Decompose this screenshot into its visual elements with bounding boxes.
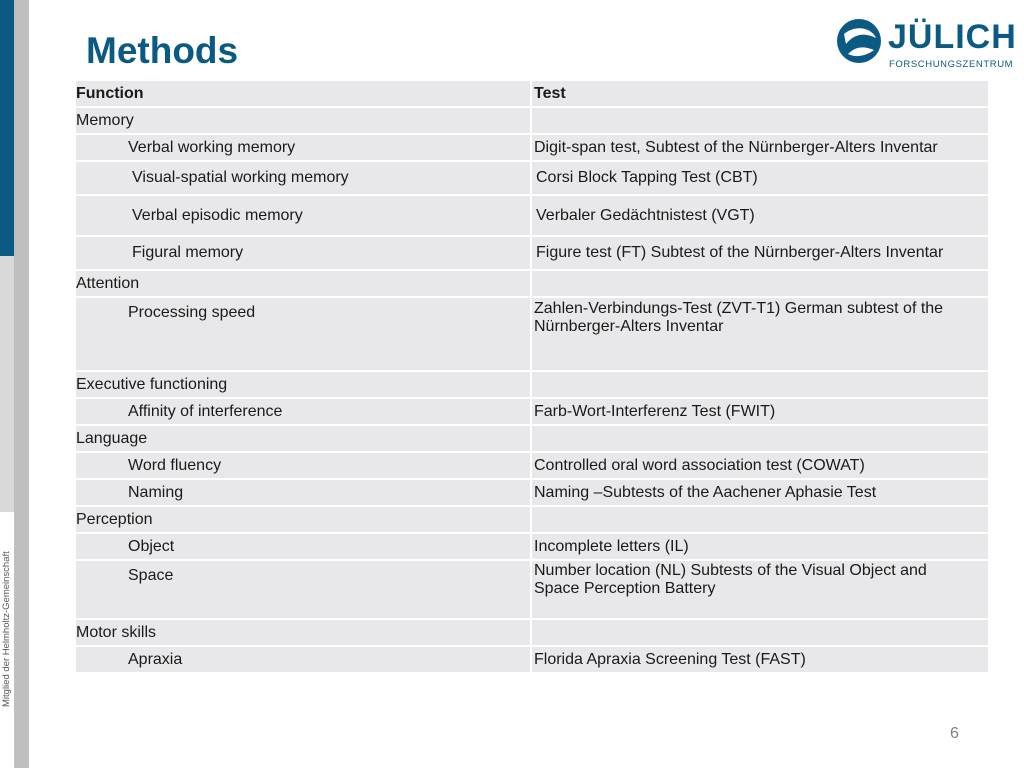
page-number: 6 [950, 725, 959, 742]
logo-subtitle: FORSCHUNGSZENTRUM [889, 59, 1014, 70]
function-cell: Verbal episodic memory [132, 206, 303, 224]
function-cell: Space [128, 567, 174, 584]
table-row [76, 561, 988, 618]
test-cell-line: Nürnberger-Alters Inventar [534, 318, 724, 335]
table-row [76, 507, 988, 532]
logo-mark-icon [834, 16, 884, 66]
table-row [76, 453, 988, 478]
table-row [76, 426, 988, 451]
test-cell: Controlled oral word association test (COWAT) [532, 453, 988, 478]
table-row [76, 271, 988, 296]
test-cell: Naming –Subtests of the Aachener Aphasie Test [532, 480, 988, 505]
test-cell: Corsi Block Tapping Test (CBT) [532, 162, 988, 194]
membership-text: Mitglied der Helmholtz-Gemeinschaft [1, 551, 12, 707]
table-row [76, 298, 988, 370]
category-memory: Memory [76, 108, 532, 133]
logo-name: JÜLICH [888, 18, 1017, 56]
function-cell: Affinity of interference [128, 402, 283, 420]
test-cell: Farb-Wort-Interferenz Test (FWIT) [532, 399, 988, 424]
function-cell: Object [128, 537, 175, 555]
table-row [76, 196, 988, 235]
table-row [76, 647, 988, 672]
table-row [76, 372, 988, 397]
test-cell-line: Number location (NL) Subtests of the Visual Object and [534, 562, 927, 579]
column-header-function: Function [76, 81, 532, 106]
methods-table [76, 79, 988, 674]
function-cell: Apraxia [128, 650, 183, 668]
category-motor: Motor skills [76, 620, 532, 645]
function-cell: Visual-spatial working memory [132, 169, 349, 186]
sidebar-light-stripe [0, 256, 14, 512]
column-header-test: Test [532, 81, 988, 106]
page-title: Methods [86, 30, 239, 71]
table-row [76, 237, 988, 269]
function-cell: Processing speed [128, 304, 256, 321]
test-cell: Figure test (FT) Subtest of the Nürnberger-Alters Inventar [532, 237, 988, 269]
sidebar [0, 0, 29, 768]
category-executive: Executive functioning [76, 372, 532, 397]
test-cell: Florida Apraxia Screening Test (FAST) [532, 647, 988, 672]
table-row [76, 620, 988, 645]
function-cell: Word fluency [128, 456, 222, 474]
function-cell: Verbal working memory [128, 138, 296, 156]
sidebar-gray-stripe [14, 0, 29, 768]
table-row [76, 399, 988, 424]
table-header-row [76, 81, 988, 106]
test-cell: Digit-span test, Subtest of the Nürnberger-Alters Inventar [532, 135, 988, 160]
category-perception: Perception [76, 507, 532, 532]
test-cell: Incomplete letters (IL) [532, 534, 988, 559]
table-row [76, 162, 988, 194]
table-row [76, 135, 988, 160]
table-row [76, 534, 988, 559]
function-cell: Figural memory [132, 244, 244, 261]
test-cell: Verbaler Gedächtnistest (VGT) [532, 196, 988, 235]
category-language: Language [76, 426, 532, 451]
juelich-logo [832, 12, 1017, 74]
table-row [76, 108, 988, 133]
sidebar-blue-stripe [0, 0, 14, 256]
category-attention: Attention [76, 271, 532, 296]
test-cell-line: Space Perception Battery [534, 580, 716, 597]
test-cell-line: Zahlen-Verbindungs-Test (ZVT-T1) German subtest of the [534, 300, 944, 317]
table-row [76, 480, 988, 505]
function-cell: Naming [128, 483, 184, 501]
